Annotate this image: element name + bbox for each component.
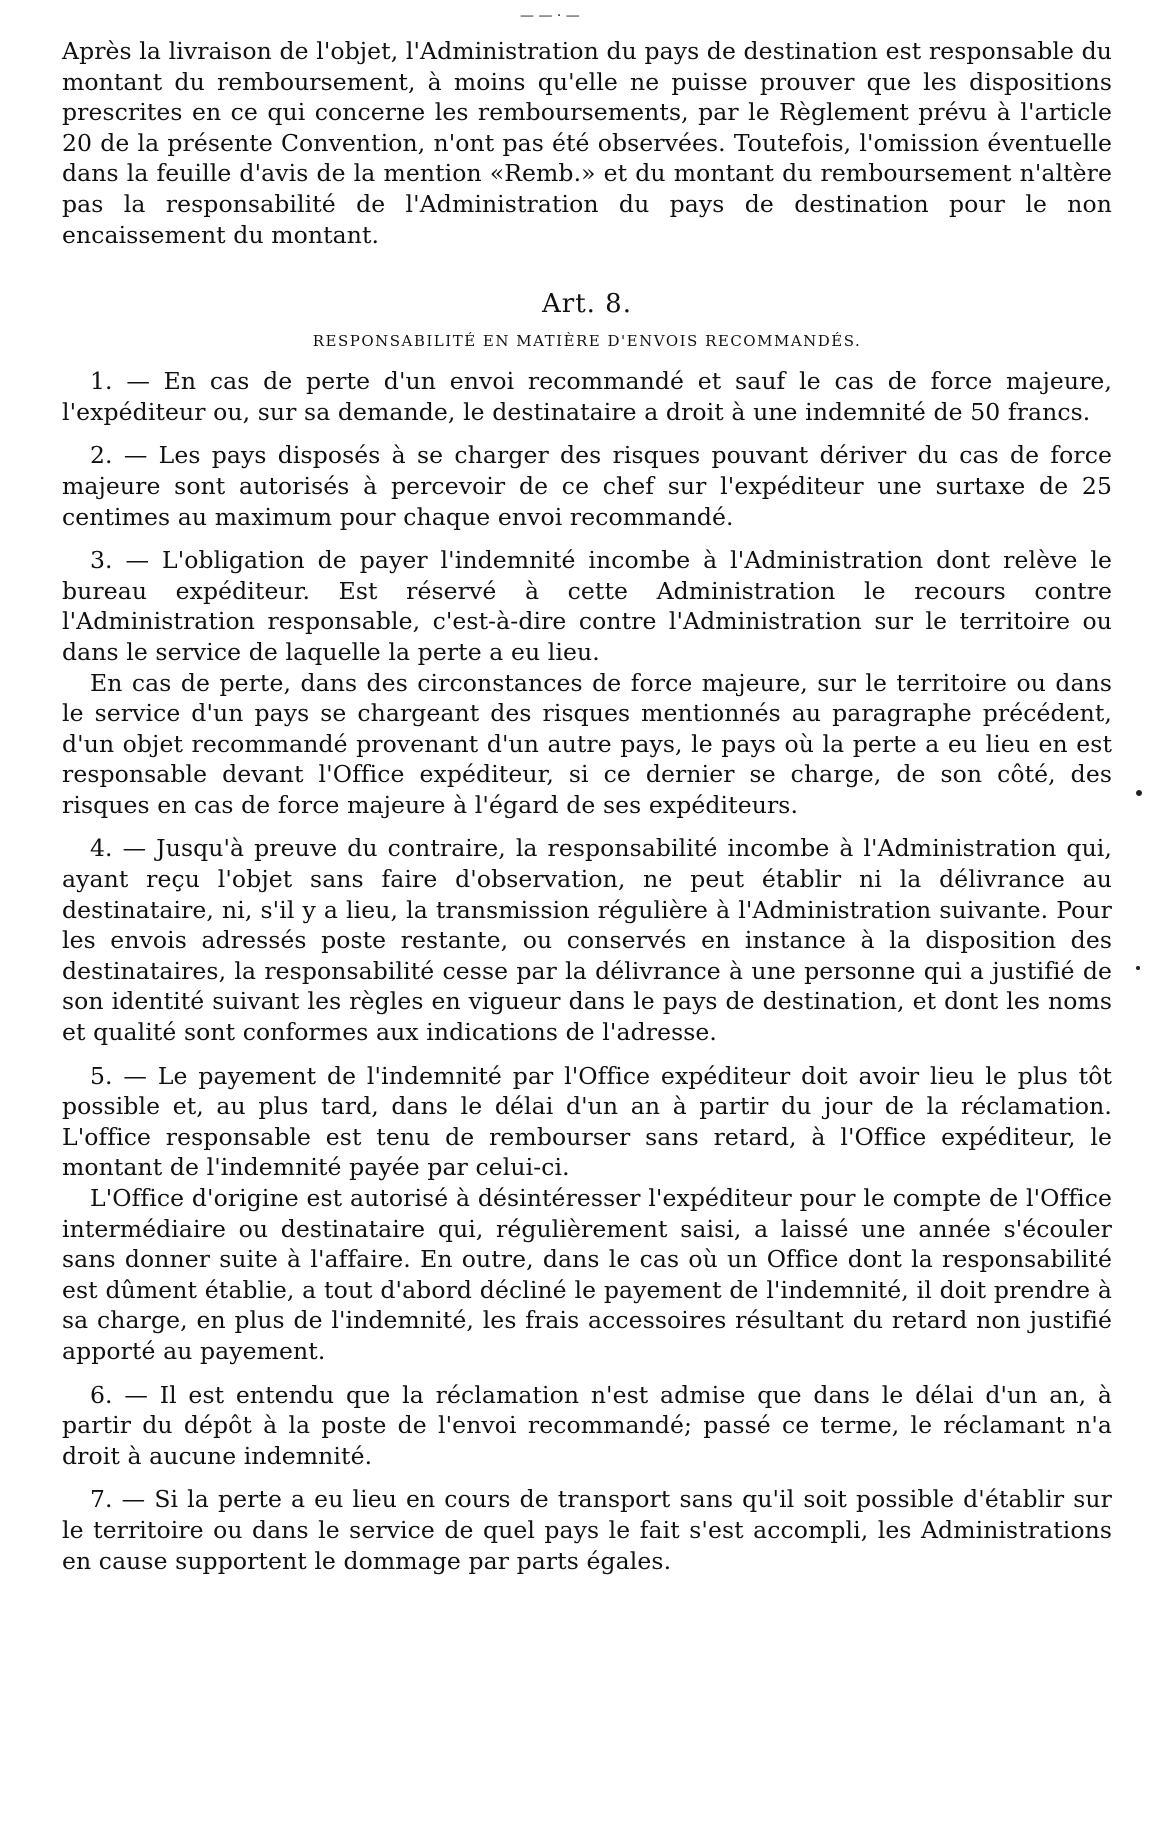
page-header-mark: — — · — bbox=[520, 8, 580, 24]
paragraph-2: 2. — Les pays disposés à se charger des risques pouvant dériver du cas de force majeure sont autorisés à percevoir de ce chef sur l'expéditeur une surtaxe de 25 centimes au maximum pour chaque envoi recommandé. bbox=[62, 441, 1112, 531]
article-subtitle: RESPONSABILITÉ EN MATIÈRE D'ENVOIS RECOMMANDÉS. bbox=[312, 332, 862, 351]
margin-mark bbox=[1136, 966, 1140, 970]
paragraph-1: 1. — En cas de perte d'un envoi recommandé et sauf le cas de force majeure, l'expéditeur ou, sur sa demande, le destinataire a droit à une indemnité de 50 francs. bbox=[62, 367, 1112, 426]
paragraph-3: 3. — L'obligation de payer l'indemnité incombe à l'Administration dont relève le bureau expéditeur. Est réservé à cette Administration le recours contre l'Administration responsable, c'est-à-dire contre l'Administration sur le territoire ou dans le service de laquelle la perte a eu lieu. bbox=[62, 546, 1112, 666]
paragraph-4: 4. — Jusqu'à preuve du contraire, la responsabilité incombe à l'Administration qui, ayant reçu l'objet sans faire d'observation, ne peut établir ni la délivrance au destinataire, ni, s'il y a lieu, la transmission régulière à l'Administration suivante. Pour les envois adressés poste restante, ou conservés en instance à la disposition des destinataires, la responsabilité cesse par la délivrance à une personne qui a justifié de son identité suivant les règles en vigueur dans le pays de destination, et dont les noms et qualité sont conformes aux indications de l'adresse. bbox=[62, 834, 1112, 1047]
paragraph-6: 6. — Il est entendu que la réclamation n'est admise que dans le délai d'un an, à partir du dépôt à la poste de l'envoi recommandé; passé ce terme, le réclamant n'a droit à aucune indemnité. bbox=[62, 1380, 1112, 1470]
intro-paragraph: Après la livraison de l'objet, l'Administration du pays de destination est responsable du montant du remboursement, à moins qu'elle ne puisse prouver que les dispositions prescrites en ce qui concerne les remboursements, par le Règlement prévu à l'article 20 de la présente Convention, n'ont pas été observées. Toutefois, l'omission éventuelle dans la feuille d'avis de la mention «Remb.» et du montant du remboursement n'altère pas la responsabilité de l'Administration du pays de destination pour le non encaissement du montant. bbox=[62, 37, 1112, 249]
paragraph-5: 5. — Le payement de l'indemnité par l'Office expéditeur doit avoir lieu le plus tôt possible et, au plus tard, dans le délai d'un an à partir du jour de la réclamation. L'office responsable est tenu de rembourser sans retard, à l'Office expéditeur, le montant de l'indemnité payée par celui-ci. bbox=[62, 1061, 1112, 1182]
article-title: Art. 8. bbox=[542, 289, 632, 320]
paragraph-5-continued: L'Office d'origine est autorisé à désintéresser l'expéditeur pour le compte de l'Office intermédiaire ou destinataire qui, régulièrement saisi, a laissé une année s'écouler sans donner suite à l'affaire. En outre, dans le cas où un Office dont la responsabilité est dûment établie, a tout d'abord décliné le payement de l'indemnité, il doit prendre à sa charge, en plus de l'indemnité, les frais accessoires résultant du retard non justifié apporté au payement. bbox=[62, 1184, 1112, 1365]
margin-mark bbox=[1136, 790, 1142, 796]
paragraph-3-continued: En cas de perte, dans des circonstances de force majeure, sur le territoire ou dans le service d'un pays se chargeant des risques mentionnés au paragraphe précédent, d'un objet recommandé provenant d'un autre pays, le pays où la perte a eu lieu en est responsable devant l'Office expéditeur, si ce dernier se charge, de son côté, des risques en cas de force majeure à l'égard de ses expéditeurs. bbox=[62, 668, 1112, 819]
document-page bbox=[62, 36, 1112, 1576]
paragraph-7: 7. — Si la perte a eu lieu en cours de transport sans qu'il soit possible d'établir sur le territoire ou dans le service de quel pays le fait s'est accompli, les Administrations en cause supportent le dommage par parts égales. bbox=[62, 1485, 1112, 1575]
